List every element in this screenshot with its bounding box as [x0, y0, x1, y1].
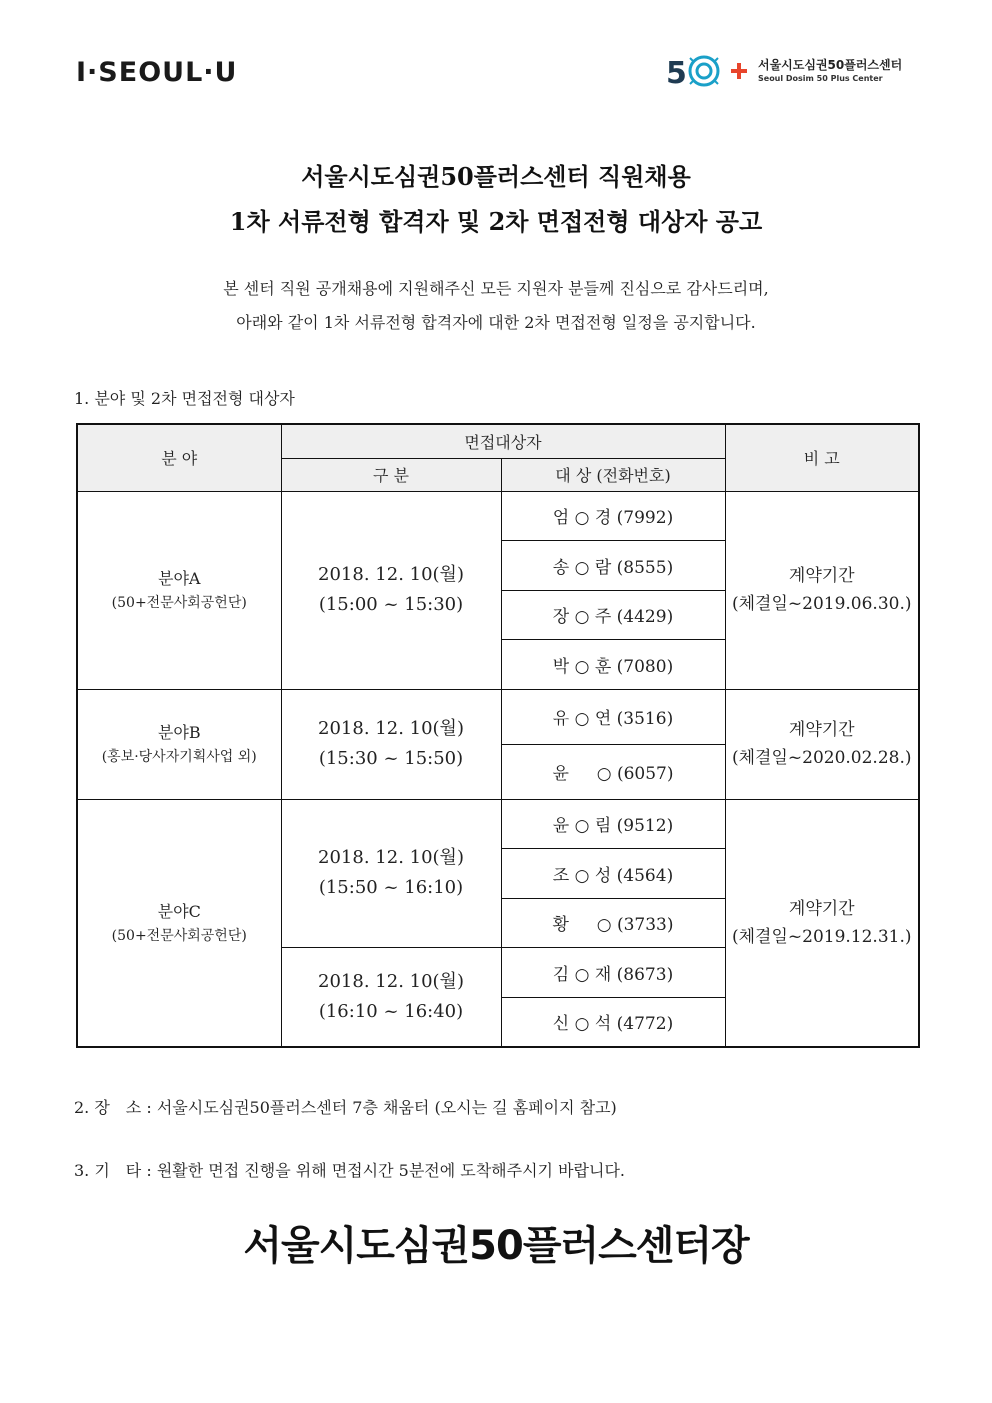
- field-cell: [77, 689, 281, 799]
- interview-schedule-table: [76, 423, 920, 1048]
- slot-time: (16:10 ~ 16:40): [318, 1001, 464, 1023]
- slot-date: 2018. 12. 10(월): [318, 847, 464, 869]
- table-header-row: [77, 424, 919, 458]
- interviewee-cell: 엄 ○ 경 (7992): [501, 491, 725, 541]
- intro-line-1: 본 센터 직원 공개채용에 지원해주신 모든 지원자 분들께 진심으로 감사드리며,: [223, 279, 769, 298]
- interviewee-cell: 송 ○ 람 (8555): [501, 541, 725, 591]
- header-field: 분 야: [77, 424, 281, 491]
- i-seoul-u-logo-text: I·SEOUL·U: [76, 56, 238, 88]
- signature: 서울시도심권50플러스센터장: [243, 1223, 749, 1269]
- table-row: [77, 689, 919, 744]
- svg-text:5: 5: [666, 56, 687, 91]
- header-slot: 구 분: [281, 458, 501, 491]
- field-cell: [77, 799, 281, 1047]
- note-line-1: 계약기간: [788, 720, 855, 740]
- interviewee-cell: 신 ○ 석 (4772): [501, 997, 725, 1047]
- note-line-2: (체결일~2020.02.28.): [731, 748, 912, 768]
- title-line-2: 1차 서류전형 합격자 및 2차 면접전형 대상자 공고: [229, 207, 763, 236]
- field-name: 분야A: [158, 569, 201, 588]
- field-name: 분야B: [157, 723, 201, 742]
- note-cell: [725, 799, 919, 1047]
- interviewee-cell: 윤 ○ (6057): [501, 744, 725, 799]
- slot-cell: [281, 799, 501, 948]
- table-row: [77, 491, 919, 541]
- fifty-plus-mark-icon: [666, 52, 754, 92]
- note-line-1: 계약기간: [788, 566, 855, 586]
- header-target: 대 상 (전화번호): [501, 458, 725, 491]
- center-logo-name: 서울시도심권50플러스센터: [758, 58, 903, 72]
- slot-cell: [281, 948, 501, 1047]
- table-row: [77, 799, 919, 849]
- note-line-2: (체결일~2019.12.31.): [731, 926, 912, 947]
- section-2-location: 2. 장 소 : 서울시도심권50플러스센터 7층 채움터 (오시는 길 홈페이지 참고): [74, 1098, 617, 1117]
- slot-date: 2018. 12. 10(월): [318, 564, 464, 585]
- slot-date: 2018. 12. 10(월): [318, 971, 464, 993]
- interviewee-cell: 조 ○ 성 (4564): [501, 849, 725, 899]
- slot-cell: [281, 689, 501, 799]
- interviewee-cell: 장 ○ 주 (4429): [501, 590, 725, 640]
- interviewee-cell: 김 ○ 재 (8673): [501, 948, 725, 998]
- interviewee-cell: 황 ○ (3733): [501, 898, 725, 948]
- field-desc: (50+전문사회공헌단): [111, 927, 247, 944]
- field-desc: (홍보·당사자기획사업 외): [101, 749, 257, 765]
- section-1-heading: 1. 분야 및 2차 면접전형 대상자: [74, 389, 295, 408]
- field-cell: [77, 491, 281, 689]
- i-seoul-u-logo: [76, 56, 237, 88]
- note-cell: [725, 689, 919, 799]
- note-line-2: (체결일~2019.06.30.): [731, 594, 912, 614]
- center-logo-name-en: Seoul Dosim 50 Plus Center: [758, 74, 883, 83]
- note-line-1: 계약기간: [788, 898, 855, 919]
- slot-time: (15:00 ~ 15:30): [318, 594, 464, 615]
- title-line-1: 서울시도심권50플러스센터 직원채용: [301, 162, 691, 191]
- interviewee-cell: 유 ○ 연 (3516): [501, 689, 725, 744]
- field-desc: (50+전문사회공헌단): [111, 595, 247, 611]
- note-cell: [725, 491, 919, 689]
- slot-time: (15:50 ~ 16:10): [318, 877, 464, 899]
- slot-date: 2018. 12. 10(월): [318, 718, 464, 739]
- header-interviewees: 면접대상자: [281, 424, 725, 458]
- slot-cell: [281, 491, 501, 689]
- field-name: 분야C: [157, 901, 201, 921]
- center-logo: [666, 52, 926, 92]
- interviewee-cell: 윤 ○ 림 (9512): [501, 799, 725, 849]
- intro-line-2: 아래와 같이 1차 서류전형 합격자에 대한 2차 면접전형 일정을 공지합니다.: [236, 313, 756, 332]
- section-3-other: 3. 기 타 : 원활한 면접 진행을 위해 면접시간 5분전에 도착해주시기 바랍니다.: [74, 1161, 626, 1180]
- interviewee-cell: 박 ○ 훈 (7080): [501, 640, 725, 690]
- slot-time: (15:30 ~ 15:50): [318, 748, 464, 769]
- header-note: 비 고: [725, 424, 919, 491]
